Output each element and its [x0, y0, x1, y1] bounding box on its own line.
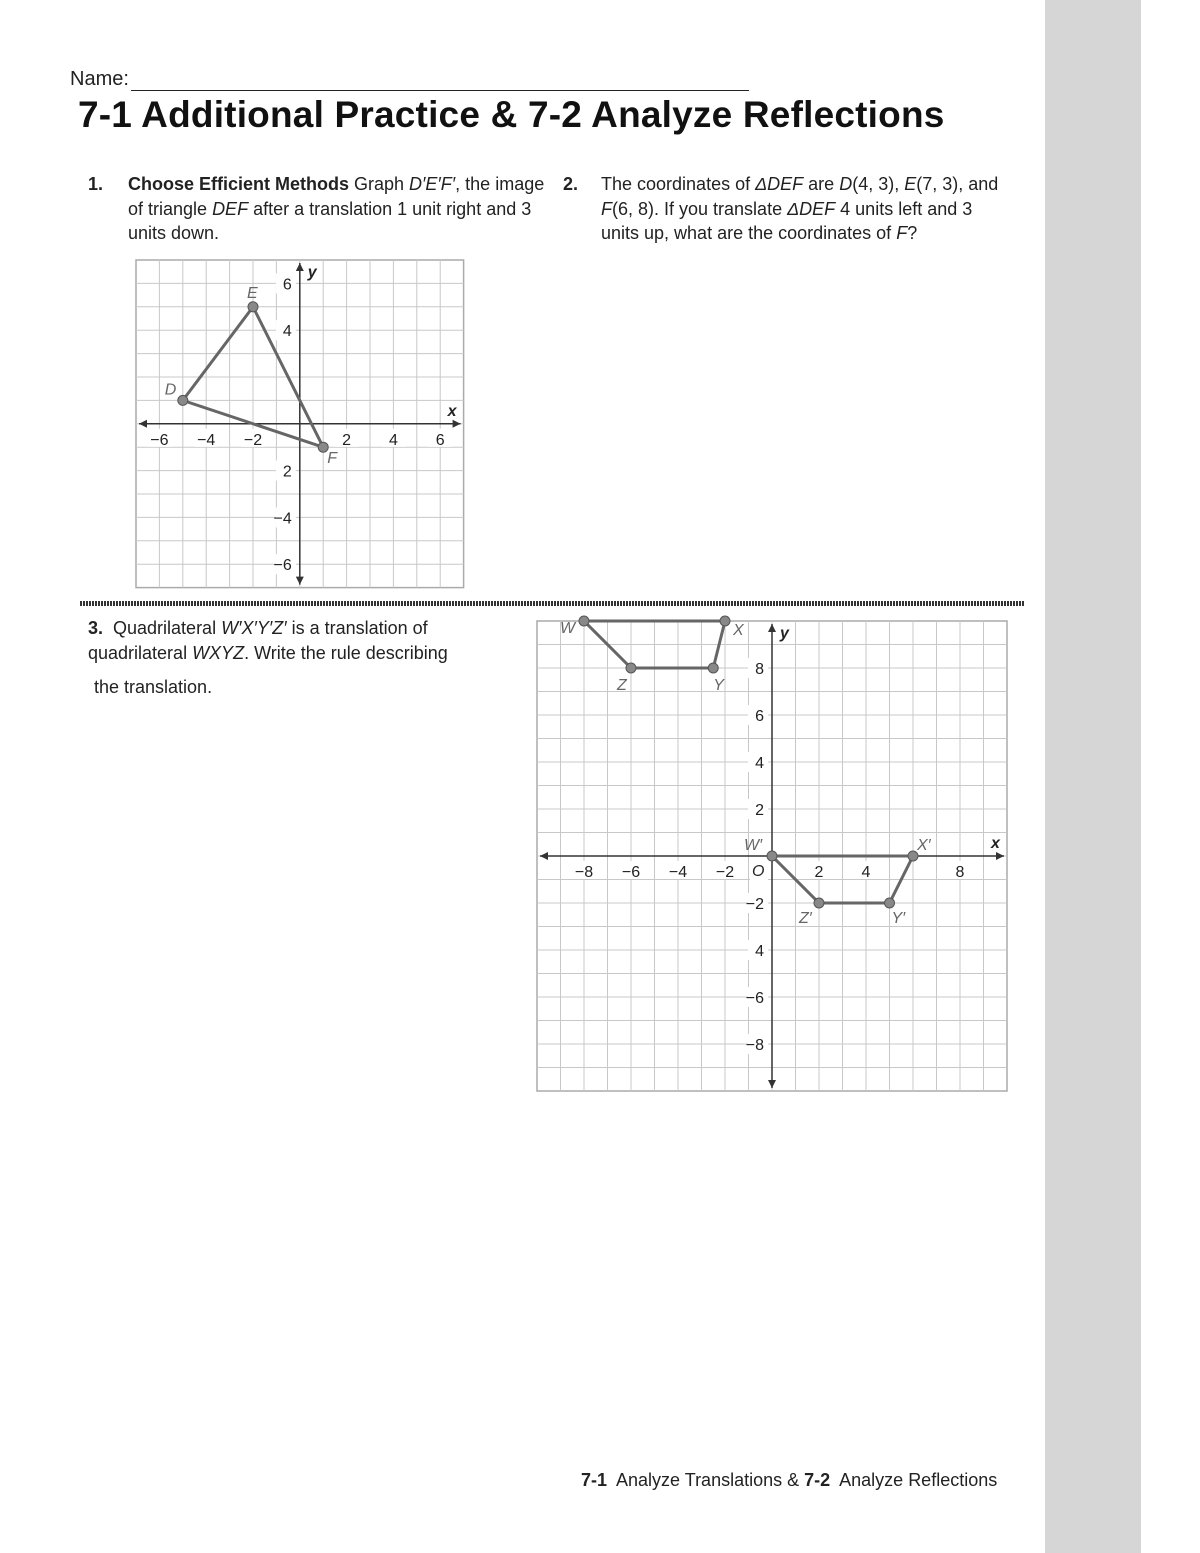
x-tick-label: 4 — [388, 431, 398, 449]
x-axis-label: x — [991, 835, 1000, 852]
graph-2-svg — [530, 614, 1015, 1099]
x-tick-label: −6 — [621, 864, 641, 881]
vertex-label-F: F — [327, 450, 337, 468]
vertex-point-W — [579, 616, 589, 626]
problem-2-f: F — [601, 198, 612, 219]
vertex-label-Z: Z — [617, 677, 627, 694]
y-tick-label: 2 — [755, 802, 764, 819]
problem-1-number: 1. — [88, 174, 104, 194]
problem-1-text-b: , the image of triangle — [128, 174, 545, 219]
footer-num-2: 7-2 — [804, 1470, 831, 1490]
y-tick-label: −4 — [273, 510, 292, 528]
y-tick-label: 4 — [755, 943, 764, 960]
problem-3-t2: is a translation of — [286, 618, 428, 638]
problem-2-e: E — [904, 174, 917, 194]
problem-3-q-prime: W′X′Y′Z′ — [221, 618, 287, 638]
vertex-label-Z′: Z′ — [799, 910, 812, 927]
problem-2-t3: 4 units left and 3 units up, what are the coordinates of — [601, 198, 973, 243]
x-tick-label: −2 — [243, 431, 263, 449]
problem-2-text — [601, 172, 1011, 246]
vertex-point-Y — [708, 663, 718, 673]
problem-1-prime-name: D′E′F′ — [409, 174, 456, 194]
name-blank-line[interactable] — [131, 72, 749, 91]
footer — [581, 1470, 997, 1491]
y-axis-label: y — [780, 625, 789, 642]
origin-label: O — [752, 863, 765, 880]
vertex-point-X — [720, 616, 730, 626]
y-tick-label: −8 — [745, 1037, 764, 1054]
y-tick-label: 6 — [755, 708, 764, 725]
problem-2-d: D — [839, 174, 853, 194]
problem-2-f-coord: (6, 8). If you translate — [612, 198, 788, 219]
vertex-point-E — [248, 302, 258, 312]
page-title: 7-1 Additional Practice & 7-2 Analyze Reflections — [78, 94, 945, 135]
y-tick-label: −6 — [273, 557, 292, 575]
x-tick-label: −2 — [715, 864, 735, 881]
y-tick-label: −2 — [745, 896, 764, 913]
y-axis-label: y — [307, 264, 317, 281]
problem-3-t3: quadrilateral — [88, 643, 193, 663]
problem-1-text-a: Graph — [349, 174, 410, 194]
vertex-label-Y′: Y′ — [891, 910, 906, 927]
problem-2-tri: ΔDEF — [755, 174, 804, 194]
problem-3-number: 3. — [88, 618, 104, 638]
vertex-label-E: E — [247, 284, 258, 302]
vertex-point-Z′ — [814, 898, 824, 908]
vertex-point-W′ — [767, 851, 777, 861]
y-tick-label: −6 — [745, 990, 764, 1007]
vertex-label-X′: X′ — [917, 837, 931, 854]
y-tick-label: 2 — [282, 463, 292, 481]
problem-2-d-coord: (4, 3), — [852, 174, 900, 194]
x-tick-label: 2 — [342, 431, 352, 449]
y-tick-label: 8 — [755, 661, 764, 678]
vertex-label-Y: Y — [713, 677, 724, 694]
problem-1-lead: Choose Efficient Methods — [128, 174, 350, 194]
problem-3-line-2 — [88, 641, 448, 666]
vertex-label-W′: W′ — [744, 837, 763, 854]
x-axis-label: x — [447, 402, 457, 420]
problem-2-e-coord: (7, 3), and — [916, 174, 999, 194]
problem-2-number: 2. — [563, 174, 579, 194]
problem-1-text — [128, 172, 548, 246]
footer-num-1: 7-1 — [581, 1470, 608, 1490]
problem-3-line-1 — [88, 616, 428, 641]
footer-text-2: Analyze Reflections — [830, 1470, 998, 1490]
problem-3-q: WXYZ — [192, 643, 245, 663]
name-label: Name: — [70, 68, 129, 90]
x-tick-label: 6 — [435, 431, 445, 449]
name-field[interactable] — [70, 68, 749, 91]
x-tick-label: 4 — [861, 864, 871, 881]
vertex-point-Z — [626, 663, 636, 673]
section-divider — [80, 601, 1024, 606]
side-margin-band — [1045, 0, 1141, 1553]
graph-1-svg — [130, 256, 472, 596]
y-tick-label: 4 — [282, 323, 292, 341]
vertex-label-X: X — [733, 622, 744, 639]
problem-1-tri-name: DEF — [212, 198, 249, 219]
problem-2-f2: F — [896, 223, 908, 243]
x-tick-label: −4 — [197, 431, 216, 449]
y-tick-label: 4 — [755, 755, 764, 772]
vertex-label-W: W — [560, 620, 576, 637]
y-tick-label: 6 — [282, 276, 292, 294]
x-tick-label: −8 — [574, 864, 594, 881]
problem-2-tri2: ΔDEF — [787, 198, 836, 219]
graph-1 — [130, 256, 472, 601]
graph-2 — [530, 614, 1015, 1104]
vertex-point-Y′ — [885, 898, 895, 908]
problem-2-t2: are — [803, 174, 840, 194]
x-tick-label: −6 — [150, 431, 169, 449]
problem-1-text-c: after a translation 1 unit right and 3 units down. — [128, 198, 532, 243]
problem-2-t4: ? — [907, 223, 918, 243]
problem-3-line-3: the translation. — [94, 677, 213, 697]
footer-text-1: Analyze Translations & — [607, 1470, 805, 1490]
x-tick-label: 8 — [955, 864, 965, 881]
vertex-label-D: D — [164, 381, 177, 399]
x-tick-label: 2 — [814, 864, 824, 881]
vertex-point-D — [178, 395, 188, 405]
problem-3-t1: Quadrilateral — [103, 618, 222, 638]
problem-3-t4: . Write the rule describing — [244, 643, 448, 663]
problem-2-t1: The coordinates of — [601, 174, 756, 194]
x-tick-label: −4 — [668, 864, 688, 881]
